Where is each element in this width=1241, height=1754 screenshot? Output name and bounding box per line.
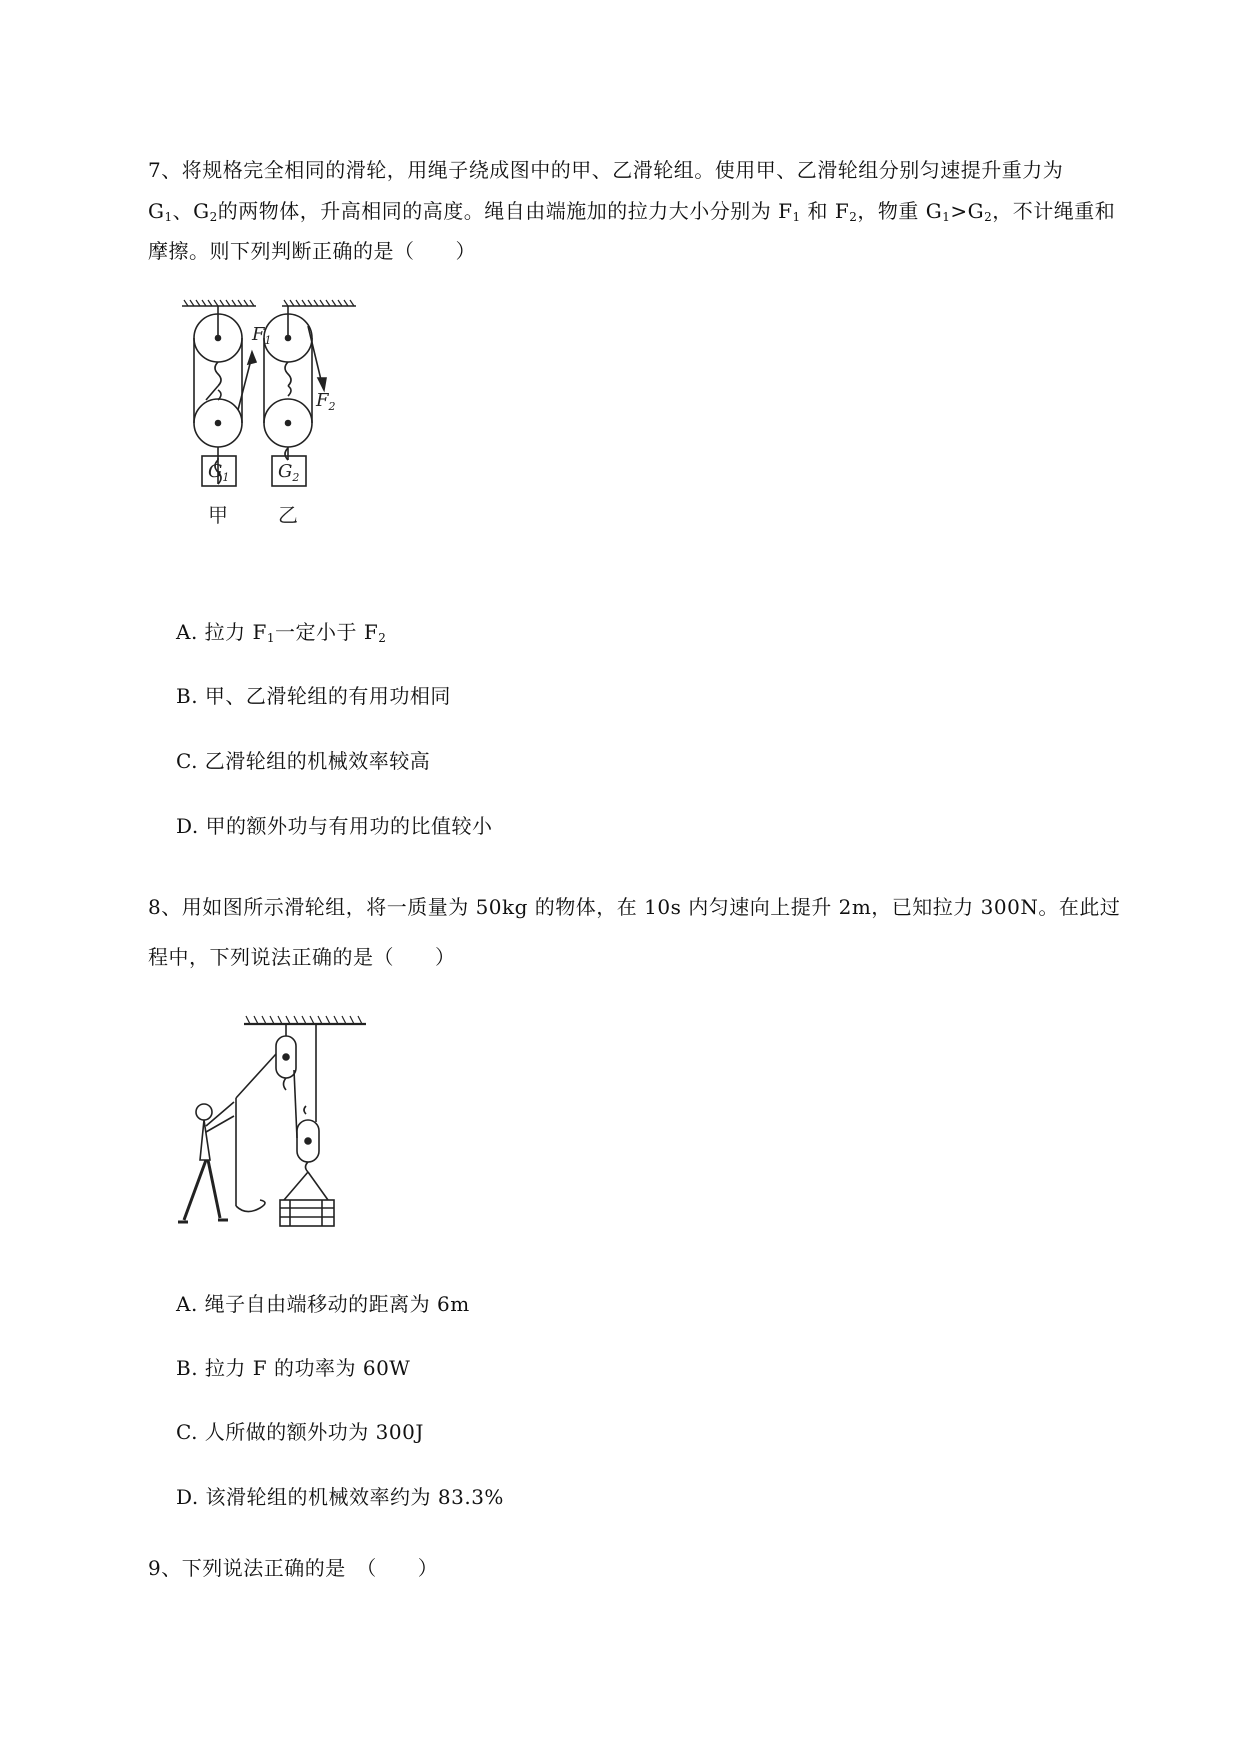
q7-option-a[interactable]: A. 拉力 $F_1$一定小于 $F_2$ bbox=[176, 620, 387, 645]
g1-symbol: G bbox=[148, 199, 165, 223]
q7-stem-line-2 bbox=[148, 197, 1148, 231]
q8-option-d[interactable]: D. 该滑轮组的机械效率约为 83.3% bbox=[176, 1485, 504, 1509]
force-label-f2: $F_2$ bbox=[316, 390, 336, 413]
stem-text: 和 bbox=[800, 199, 835, 223]
f1-subscript: 1 bbox=[792, 210, 801, 224]
f1-symbol: F bbox=[778, 199, 793, 223]
q7-option-b[interactable]: B. 甲、乙滑轮组的有用功相同 bbox=[176, 684, 451, 708]
g1-symbol: G bbox=[925, 199, 943, 223]
pulley-diagram bbox=[170, 298, 410, 578]
q8-option-c[interactable]: C. 人所做的额外功为 300J bbox=[176, 1420, 424, 1444]
stem-text: ，不计绳重和 bbox=[992, 199, 1116, 223]
g2-symbol: G bbox=[193, 199, 210, 223]
g2-subscript: 2 bbox=[984, 210, 993, 224]
q8-stem-line-2: 程中，下列说法正确的是（ ） bbox=[148, 945, 456, 969]
q7-stem-line-3: 摩擦。则下列判断正确的是（ ） bbox=[148, 239, 476, 263]
q7-option-c[interactable]: C. 乙滑轮组的机械效率较高 bbox=[176, 749, 431, 773]
q8-option-b[interactable]: B. 拉力 F 的功率为 60W bbox=[176, 1356, 411, 1380]
g2-symbol: G bbox=[967, 199, 985, 223]
weight-label-g2: $G_2$ bbox=[278, 461, 300, 484]
f2-subscript: 2 bbox=[849, 210, 858, 224]
stem-text: ，物重 bbox=[857, 199, 926, 223]
label-yi: 乙 bbox=[278, 503, 298, 527]
separator: 、 bbox=[172, 199, 194, 223]
man-pulley-illustration bbox=[176, 1010, 376, 1238]
q8-stem-line-1: 8、用如图所示滑轮组，将一质量为 50kg 的物体，在 10s 内匀速向上提升 2m，已知拉力 300N。在此过 bbox=[148, 895, 1121, 919]
stem-text: 的两物体，升高相同的高度。绳自由端施加的拉力大小分别为 bbox=[217, 199, 779, 223]
q8-option-a[interactable]: A. 绳子自由端移动的距离为 6m bbox=[176, 1292, 470, 1316]
f2-symbol: F bbox=[834, 199, 850, 223]
q7-option-d[interactable]: D. 甲的额外功与有用功的比值较小 bbox=[176, 814, 493, 838]
force-label-f1: $F_1$ bbox=[252, 324, 272, 347]
g1-subscript: 1 bbox=[942, 210, 951, 224]
g1-subscript: 1 bbox=[164, 210, 173, 224]
g2-subscript: 2 bbox=[209, 210, 218, 224]
weight-label-g1: $G_1$ bbox=[208, 461, 230, 484]
q7-stem-line-1: 7、将规格完全相同的滑轮，用绳子绕成图中的甲、乙滑轮组。使用甲、乙滑轮组分别匀速提升重力为 bbox=[148, 158, 1064, 182]
label-jia: 甲 bbox=[208, 503, 228, 527]
q9-stem-line-1: 9、下列说法正确的是 （ ） bbox=[148, 1556, 439, 1580]
greater-than: > bbox=[950, 199, 968, 223]
